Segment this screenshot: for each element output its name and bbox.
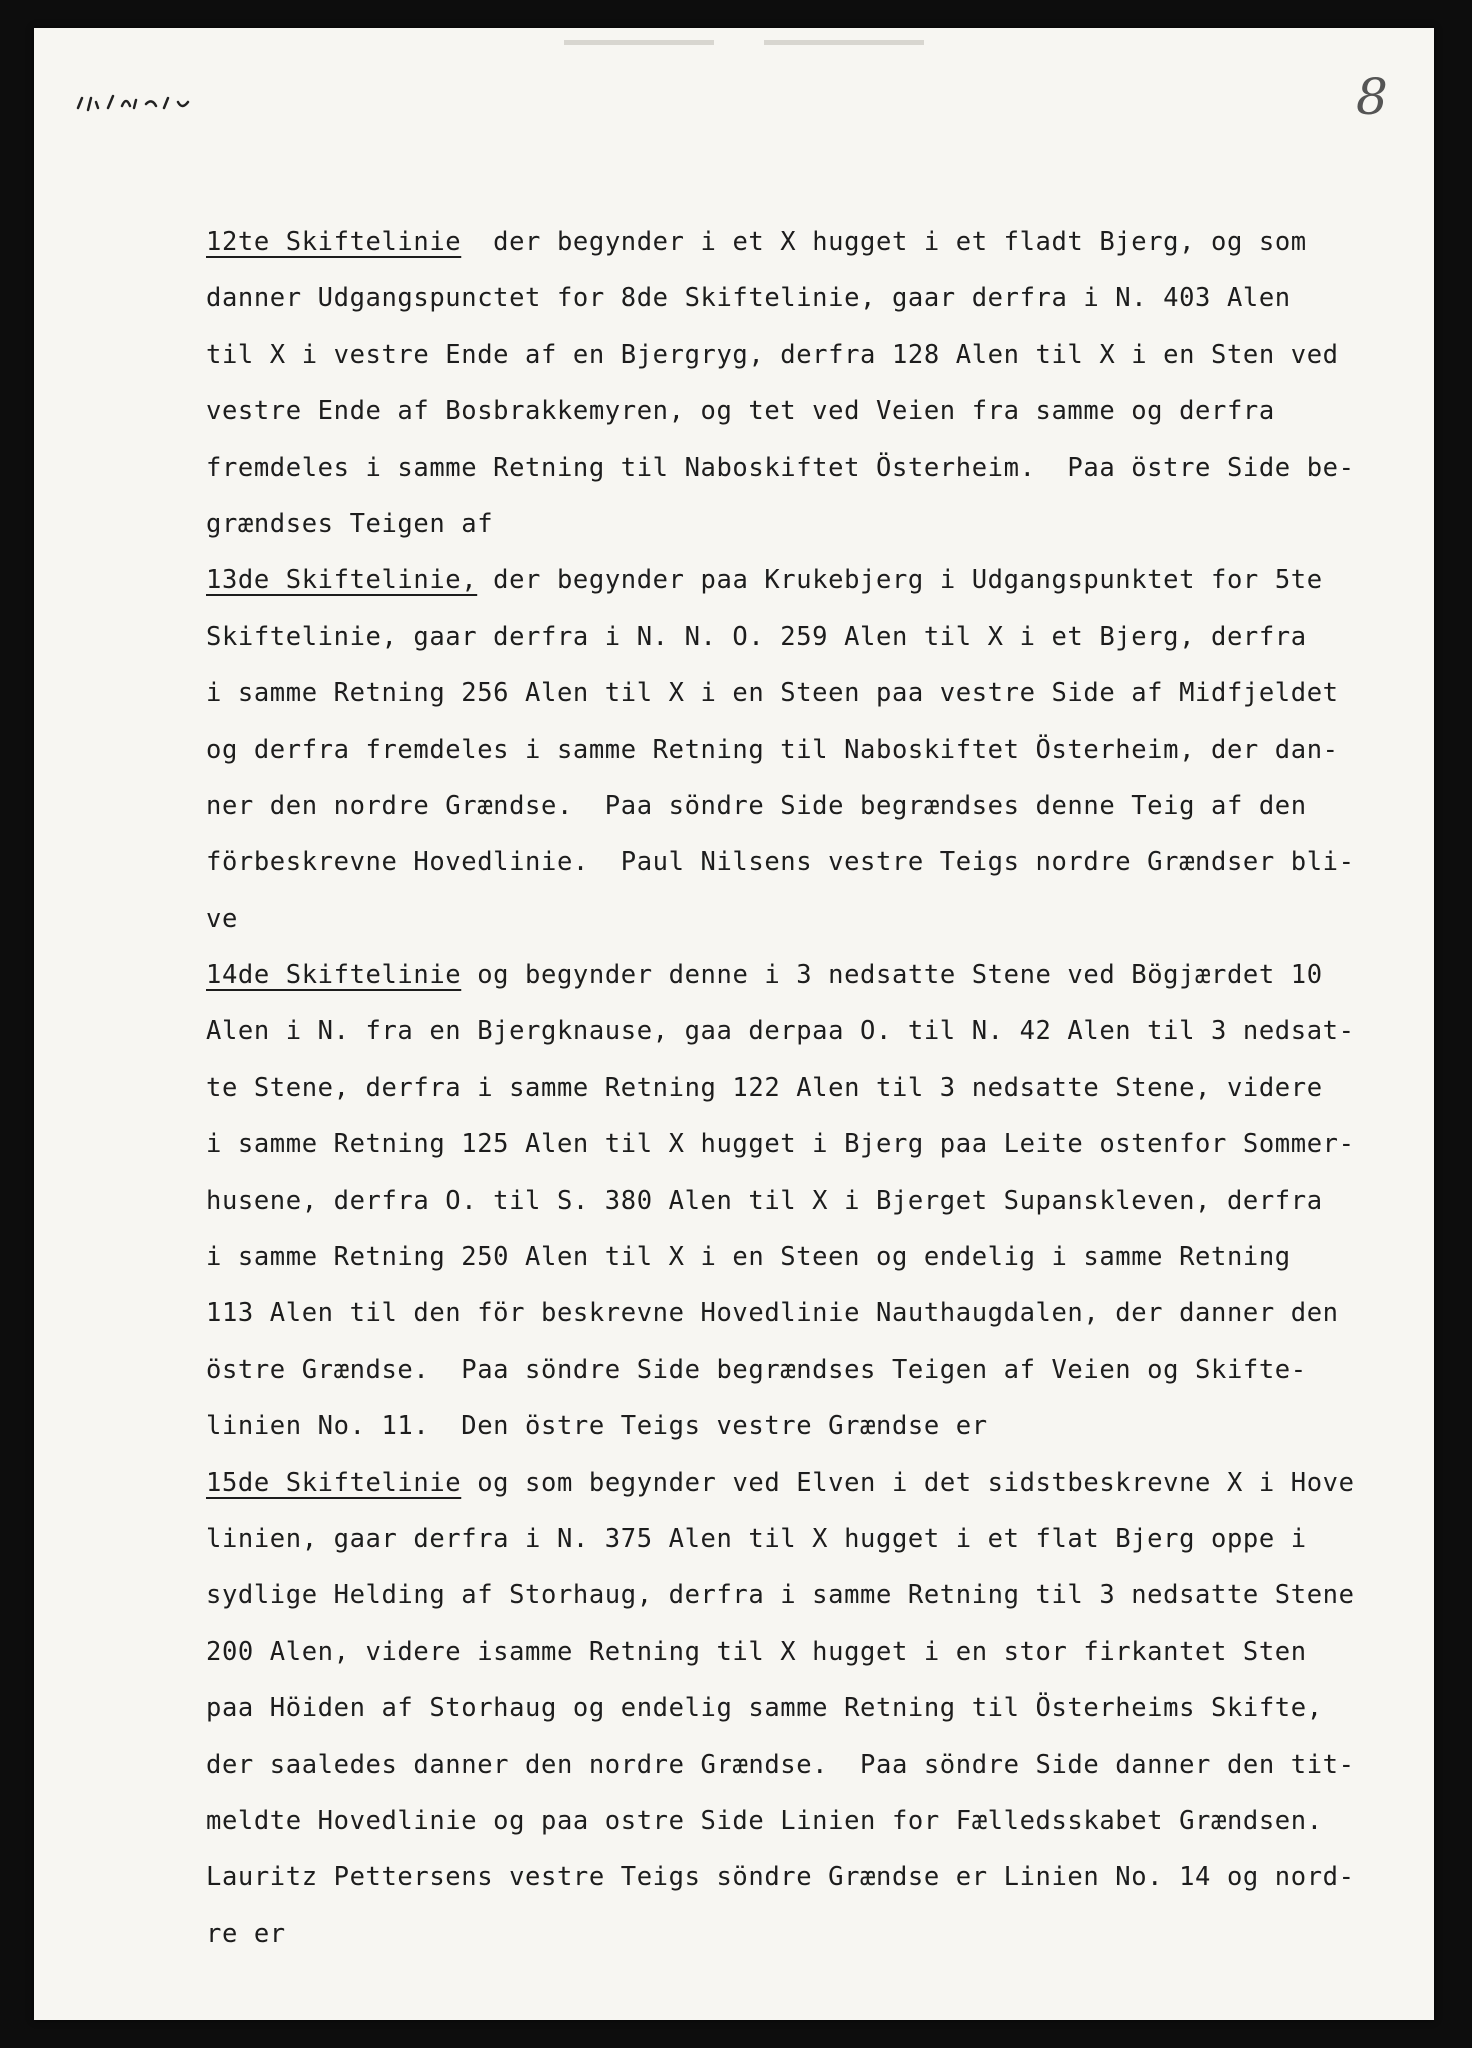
text-line xyxy=(206,1793,1456,1849)
section-heading: 12te Skiftelinie xyxy=(206,227,462,257)
text-line xyxy=(206,1737,1456,1793)
line-text: linien No. 11. Den östre Teigs vestre Grændse er xyxy=(206,1411,988,1442)
line-text: der begynder i et X hugget i et fladt Bjerg, og som xyxy=(461,227,1307,257)
text-line xyxy=(206,1342,1456,1398)
text-line xyxy=(206,1906,1456,1962)
text-line xyxy=(206,722,1456,778)
text-line xyxy=(206,383,1456,439)
text-line xyxy=(206,1455,1456,1511)
line-text: danner Udgangspunctet for 8de Skiftelinie, gaar derfra i N. 403 Alen xyxy=(206,283,1291,314)
line-text: östre Grændse. Paa söndre Side begrændses Teigen af Veien og Skifte- xyxy=(206,1354,1307,1385)
line-text: der saaledes danner den nordre Grændse. Paa söndre Side danner den tit- xyxy=(206,1749,1355,1780)
text-line xyxy=(206,1680,1456,1736)
line-text: der begynder paa Krukebjerg i Udgangspunktet for 5te xyxy=(477,565,1323,596)
text-line xyxy=(206,665,1456,721)
line-text: til X i vestre Ende af en Bjergryg, derfra 128 Alen til X i en Sten ved xyxy=(206,339,1339,370)
text-line xyxy=(206,1060,1456,1116)
line-text: paa Höiden af Storhaug og endelig samme Retning til Österheims Skifte, xyxy=(206,1693,1323,1724)
handwritten-scribble xyxy=(74,88,204,118)
line-text: i samme Retning 250 Alen til X i en Steen og endelig i samme Retning xyxy=(206,1242,1291,1273)
line-text: fremdeles i samme Retning til Naboskiftet Österheim. Paa östre Side be- xyxy=(206,452,1355,483)
text-line xyxy=(206,1173,1456,1229)
line-text: og begynder denne i 3 nedsatte Stene ved Bögjærdet 10 xyxy=(461,960,1323,991)
document-page xyxy=(34,28,1434,2020)
line-text: vestre Ende af Bosbrakkemyren, og tet ved Veien fra samme og derfra xyxy=(206,396,1275,427)
text-line xyxy=(206,1511,1456,1567)
text-line xyxy=(206,1849,1456,1905)
text-line xyxy=(206,440,1456,496)
section-heading: 15de Skiftelinie xyxy=(206,1467,462,1498)
text-line xyxy=(206,1398,1456,1454)
page-number: 8 xyxy=(1356,68,1388,126)
text-line xyxy=(206,552,1456,608)
section-heading: 13de Skiftelinie, xyxy=(206,565,478,596)
text-line xyxy=(206,778,1456,834)
line-text: te Stene, derfra i samme Retning 122 Alen til 3 nedsatte Stene, videre xyxy=(206,1072,1323,1103)
text-line xyxy=(206,1003,1456,1059)
line-text: grændses Teigen af xyxy=(206,508,494,539)
text-line xyxy=(206,1285,1456,1341)
line-text: Skiftelinie, gaar derfra i N. N. O. 259 Alen til X i et Bjerg, derfra xyxy=(206,621,1307,652)
text-line xyxy=(206,609,1456,665)
line-text: i samme Retning 256 Alen til X i en Steen paa vestre Side af Midfjeldet xyxy=(206,678,1339,709)
line-text: husene, derfra O. til S. 380 Alen til X i Bjerget Supanskleven, derfra xyxy=(206,1185,1323,1216)
text-line xyxy=(206,891,1456,947)
text-line xyxy=(206,834,1456,890)
line-text: ve xyxy=(206,903,238,934)
text-line xyxy=(206,496,1456,552)
text-line xyxy=(206,1229,1456,1285)
line-text: linien, gaar derfra i N. 375 Alen til X hugget i et flat Bjerg oppe i xyxy=(206,1523,1307,1554)
line-text: og derfra fremdeles i samme Retning til Naboskiftet Österheim, der dan- xyxy=(206,734,1339,765)
line-text: 200 Alen, videre isamme Retning til X hugget i en stor firkantet Sten xyxy=(206,1636,1307,1667)
line-text: re er xyxy=(206,1918,286,1949)
line-text: 113 Alen til den för beskrevne Hovedlinie Nauthaugdalen, der danner den xyxy=(206,1298,1339,1329)
line-text: og som begynder ved Elven i det sidstbeskrevne X i Hove xyxy=(461,1467,1355,1498)
line-text: Lauritz Pettersens vestre Teigs söndre Grændse er Linien No. 14 og nord- xyxy=(206,1862,1355,1893)
line-text: i samme Retning 125 Alen til X hugget i Bjerg paa Leite ostenfor Sommer- xyxy=(206,1129,1355,1160)
text-line xyxy=(206,947,1456,1003)
faint-header-marks xyxy=(564,36,944,50)
text-line xyxy=(206,270,1456,326)
text-line xyxy=(206,1567,1456,1623)
line-text: ner den nordre Grændse. Paa söndre Side begrændses denne Teig af den xyxy=(206,790,1307,821)
text-line xyxy=(206,1624,1456,1680)
line-text: förbeskrevne Hovedlinie. Paul Nilsens vestre Teigs nordre Grændser bli- xyxy=(206,847,1355,878)
section-heading: 14de Skiftelinie xyxy=(206,960,462,991)
text-line xyxy=(206,327,1456,383)
line-text: Alen i N. fra en Bjergknause, gaa derpaa O. til N. 42 Alen til 3 nedsat- xyxy=(206,1016,1355,1047)
text-line xyxy=(206,214,1456,270)
line-text: sydlige Helding af Storhaug, derfra i samme Retning til 3 nedsatte Stene xyxy=(206,1580,1355,1611)
text-line xyxy=(206,1116,1456,1172)
line-text: meldte Hovedlinie og paa ostre Side Linien for Fælledsskabet Grændsen. xyxy=(206,1805,1323,1836)
document-body xyxy=(206,214,1456,1962)
